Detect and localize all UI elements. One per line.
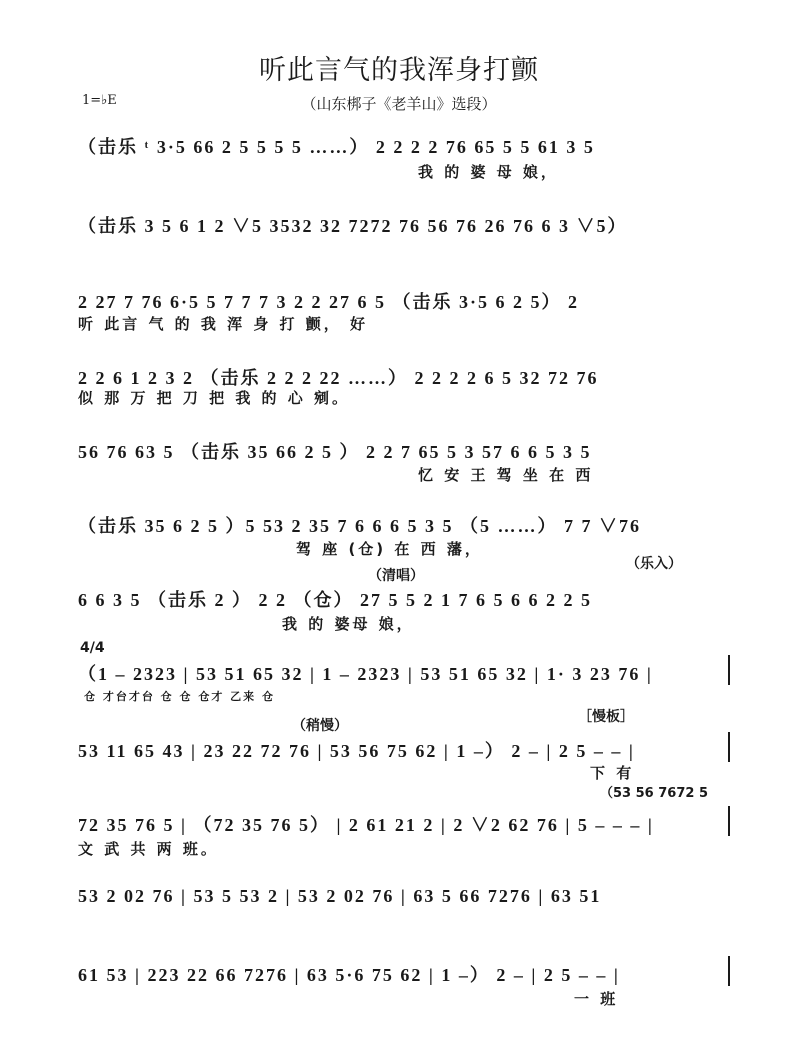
score-row-9-notes: 53 11 65 43 | 23 22 72 76 | 53 56 75 62 | 1 –） 2 – | 2 5 – – |: [78, 741, 635, 761]
score-row-4-notes: 2 2 6 1 2 3 2 （击乐 2 2 2 22 ……） 2 2 2 2 6 5 32 72 76: [78, 368, 599, 388]
score-row-8-lyrics: 仓 才台才台 仓 仓 仓才 乙来 仓: [84, 690, 275, 703]
annotation-shaoman: （稍慢）: [292, 718, 348, 734]
score-row-7-notes: 6 6 3 5 （击乐 2 ） 2 2 （仓） 27 5 5 2 1 7 6 5 6 6 2 2 5: [78, 590, 592, 610]
annotation-manban: ［慢板］: [578, 709, 634, 725]
score-row-10-lyrics: 文 武 共 两 班。: [78, 840, 219, 858]
score-row-12-notes: 61 53 | 223 22 66 7276 | 63 5·6 75 62 | 1 –） 2 – | 2 5 – – |: [78, 965, 620, 985]
barline: [728, 732, 730, 762]
score-row-3-notes: 2 27 7 76 6·5 5 7 7 7 3 2 2 27 6 5 （击乐 3·5 6 2 5） 2: [78, 292, 580, 312]
annotation-qingchang: （清唱）: [368, 568, 424, 584]
score-row-6-lyrics: 驾 座 (仓) 在 西 藩，: [296, 540, 483, 558]
score-row-10-notes: 72 35 76 5 | （72 35 76 5） | 2 61 21 2 | 2 ∨2 62 76 | 5 – – – |: [78, 815, 654, 835]
score-row-8-notes: （1 – 2323 | 53 51 65 32 | 1 – 2323 | 53 51 65 32 | 1· 3 23 76 |: [78, 664, 653, 684]
score-row-12-lyrics: 一 班: [574, 990, 619, 1008]
annotation-interlude: （53 56 7672 5: [600, 786, 708, 801]
score-row-1-lyrics: 我 的 婆 母 娘，: [418, 163, 559, 181]
score-row-2-notes: （击乐 3 5 6 1 2 ∨5 3532 32 7272 76 56 76 26 76 6 3 ∨5）: [78, 216, 628, 236]
barline: [728, 956, 730, 986]
score-row-3-lyrics: 听 此言 气 的 我 浑 身 打 颤， 好: [78, 315, 369, 333]
annotation-yueru: （乐入）: [626, 556, 682, 572]
song-title: 听此言气的我浑身打颤: [259, 55, 539, 86]
time-signature: 4/4: [80, 640, 105, 656]
score-row-7-lyrics: 我 的 婆母 娘，: [282, 615, 415, 633]
score-row-4-lyrics: 似 那 万 把 刀 把 我 的 心 剜。: [78, 389, 351, 407]
barline: [728, 655, 730, 685]
key-signature: 1=♭E: [82, 93, 117, 108]
score-row-6-notes: （击乐 35 6 2 5 ）5 53 2 35 7 6 6 6 5 3 5 （5 ……） 7 7 ∨76: [78, 516, 641, 536]
score-row-5-lyrics: 忆 安 王 驾 坐 在 西: [418, 466, 594, 484]
barline: [728, 806, 730, 836]
score-row-1-notes: （击乐 ᵗ 3·5 66 2 5 5 5 5 ……） 2 2 2 2 76 65 5 5 61 3 5: [78, 137, 595, 157]
song-subtitle: （山东梆子《老羊山》选段）: [301, 95, 497, 113]
score-row-9-lyrics: 下 有: [590, 764, 635, 782]
score-row-5-notes: 56 76 63 5 （击乐 35 66 2 5 ） 2 2 7 65 5 3 57 6 6 5 3 5: [78, 442, 592, 462]
score-row-11-notes: 53 2 02 76 | 53 5 53 2 | 53 2 02 76 | 63 5 66 7276 | 63 51: [78, 886, 602, 906]
